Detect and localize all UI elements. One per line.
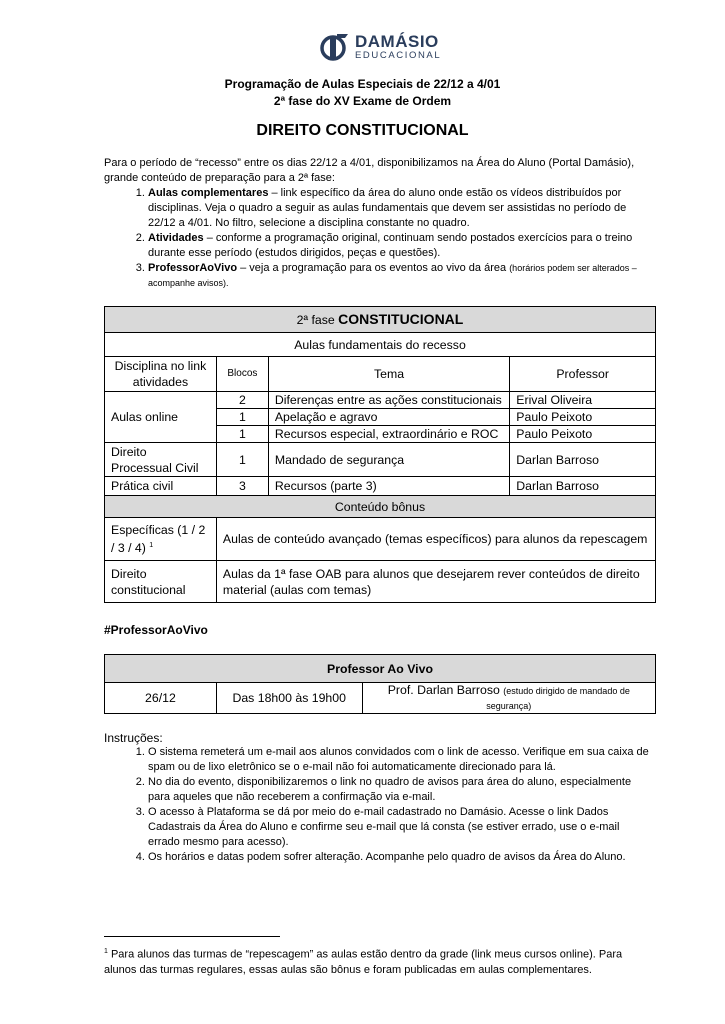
intro-item: [148, 261, 644, 291]
intro-item-bold: Aulas complementares: [148, 187, 269, 199]
intro-paragraph: Para o período de “recesso” entre os dias 22/12 a 4/01, disponibilizamos na Área do Aluno (Portal Damásio), grande conteúdo de preparação para a 2ª fase:: [104, 157, 635, 184]
professor-ao-vivo-hashtag: #ProfessorAoVivo: [104, 623, 208, 637]
blocks-cell: 1: [216, 443, 268, 477]
table-row: [105, 443, 656, 477]
table-title: [105, 307, 656, 333]
column-header-blocks: Blocos: [216, 357, 268, 392]
topic-cell: Apelação e agravo: [268, 409, 509, 426]
bonus-discipline-cell: Direito constitucional: [105, 561, 217, 603]
blocks-cell: 1: [216, 409, 268, 426]
online-classes-label: Aulas online: [105, 392, 217, 443]
footnote: [104, 944, 656, 978]
intro-item-note: (horários podem ser alterados – acompanhe avisos).: [148, 263, 637, 288]
instructions-title: Instruções:: [104, 731, 163, 745]
column-header-teacher: Professor: [510, 357, 656, 392]
bonus-discipline-text: Específicas (1 / 2 / 3 / 4): [111, 522, 206, 556]
live-teacher-name: Prof. Darlan Barroso: [387, 683, 500, 697]
discipline-cell: Direito Processual Civil: [105, 443, 217, 477]
instructions-section: [104, 745, 652, 865]
intro-item-text: – link específico da área do aluno onde estão os vídeos distribuídos por disciplinas. Veja o quadro a seguir as aulas fundamentais que devem ser assistidas no período de 22/12 a 4/01. No filtro, selecione a disciplina constante no quadro.: [148, 187, 627, 229]
footnote-text: Para alunos das turmas de “repescagem” as aulas estão dentro da grade (link meus cursos online). Para alunos das turmas regulares, essas aulas são bônus e foram publicadas em aulas complementares.: [104, 948, 623, 976]
bonus-section-title: Conteúdo bônus: [105, 496, 656, 518]
instructions-list: [104, 745, 652, 865]
intro-item: [148, 186, 644, 231]
live-date-cell: 26/12: [105, 683, 217, 714]
damasio-logo-icon: [318, 30, 352, 64]
topic-cell: Mandado de segurança: [268, 443, 509, 477]
topic-cell: Recursos (parte 3): [268, 477, 509, 496]
teacher-cell: Paulo Peixoto: [510, 409, 656, 426]
intro-list: [104, 186, 644, 291]
subject-title: DIREITO CONSTITUCIONAL: [256, 122, 469, 139]
footnote-mark: 1: [149, 541, 154, 549]
blocks-cell: 3: [216, 477, 268, 496]
footnote-number: 1: [104, 948, 108, 955]
blocks-cell: 1: [216, 426, 268, 443]
intro-item-text: – veja a programação para os eventos ao vivo da área: [237, 262, 510, 274]
teacher-cell: Erival Oliveira: [510, 392, 656, 409]
table-row: [105, 392, 656, 409]
bonus-discipline-cell: [105, 518, 217, 561]
live-table-title: Professor Ao Vivo: [105, 655, 656, 683]
intro-item-text: – conforme a programação original, continuam sendo postados exercícios para o treino durante esse período (estudos dirigidos, peças e questões).: [148, 232, 633, 259]
damasio-logo: [318, 30, 448, 64]
intro-item-bold: ProfessorAoVivo: [148, 262, 238, 274]
intro-item-bold: Atividades: [148, 232, 204, 244]
table-title-prefix: 2ª fase: [296, 313, 339, 327]
recess-classes-table: [104, 306, 656, 603]
teacher-cell: Darlan Barroso: [510, 443, 656, 477]
live-time-cell: Das 18h00 às 19h00: [216, 683, 362, 714]
table-row: [105, 683, 656, 714]
instruction-item: 3. O acesso à Plataforma se dá por meio do e-mail cadastrado no Damásio. Acesse o link Dados Cadastrais da Área do Aluno e confirme seu e-mail que lá consta (se estiver errado, use o e-mail errado mesmo para acesso).: [148, 805, 652, 850]
exam-phase-title: 2ª fase do XV Exame de Ordem: [273, 94, 452, 108]
column-header-topic: Tema: [268, 357, 509, 392]
discipline-cell: Prática civil: [105, 477, 217, 496]
topic-cell: Diferenças entre as ações constitucionais: [268, 392, 509, 409]
blocks-cell: 2: [216, 392, 268, 409]
bonus-description-cell: Aulas da 1ª fase OAB para alunos que desejarem rever conteúdos de direito material (aulas com temas): [216, 561, 655, 603]
table-row: [105, 518, 656, 561]
column-header-discipline: Disciplina no link atividades: [105, 357, 217, 392]
table-title-subject: CONSTITUCIONAL: [338, 311, 464, 327]
bonus-description-cell: Aulas de conteúdo avançado (temas específicos) para alunos da repescagem: [216, 518, 655, 561]
table-row: [105, 477, 656, 496]
intro-section: [104, 156, 644, 291]
instruction-item: 4. Os horários e datas podem sofrer alteração. Acompanhe pelo quadro de avisos da Área do Aluno.: [148, 850, 652, 865]
live-teacher-cell: [362, 683, 655, 714]
teacher-cell: Paulo Peixoto: [510, 426, 656, 443]
live-teacher-note: (estudo dirigido de mandado de segurança): [486, 686, 630, 711]
live-professor-table: [104, 654, 656, 714]
footnote-divider: [104, 936, 280, 937]
intro-item: [148, 231, 644, 261]
section-title: Aulas fundamentais do recesso: [105, 333, 656, 357]
logo-main-text: DAMÁSIO: [355, 32, 439, 52]
table-row: [105, 561, 656, 603]
teacher-cell: Darlan Barroso: [510, 477, 656, 496]
logo-sub-text: EDUCACIONAL: [355, 50, 442, 62]
topic-cell: Recursos especial, extraordinário e ROC: [268, 426, 509, 443]
instruction-item: 2. No dia do evento, disponibilizaremos o link no quadro de avisos para área do aluno, especialmente para aqueles que não receberem a confirmação via e-mail.: [148, 775, 652, 805]
instruction-item: 1. O sistema remeterá um e-mail aos alunos convidados com o link de acesso. Verifique em sua caixa de spam ou de lixo eletrônico se o e-mail não foi automaticamente direcionado para lá.: [148, 745, 652, 775]
schedule-title: Programação de Aulas Especiais de 22/12 a 4/01: [224, 77, 501, 91]
